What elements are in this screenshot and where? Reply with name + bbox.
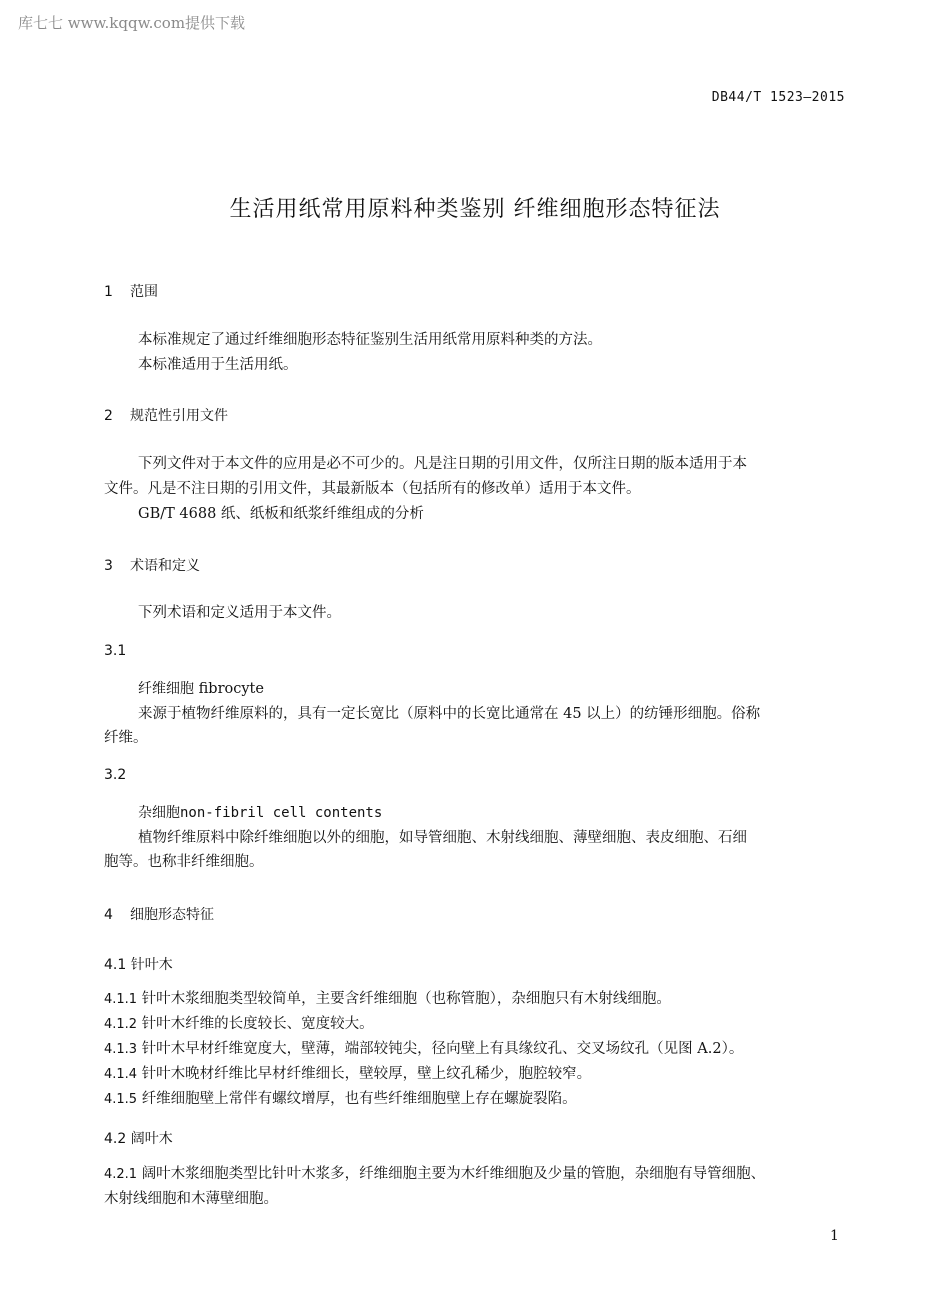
- term-3-2-definition-line-1: 植物纤维原料中除纤维细胞以外的细胞，如导管细胞、木射线细胞、薄壁细胞、表皮细胞、石细: [138, 830, 747, 846]
- section-3-heading: [104, 555, 200, 575]
- list-item: [104, 1087, 577, 1112]
- subsection-number: 4.1: [104, 957, 127, 973]
- watermark: 库七七 www.kqqw.com提供下载: [18, 14, 246, 32]
- sec1-paragraph-1: 本标准规定了通过纤维细胞形态特征鉴别生活用纸常用原料种类的方法。: [138, 332, 602, 348]
- item-number: 4.1.2: [104, 1017, 138, 1032]
- item-text: 针叶木浆细胞类型较简单，主要含纤维细胞（也称管胞），杂细胞只有木射线细胞。: [141, 991, 671, 1007]
- item-number: 4.2.1: [104, 1167, 138, 1182]
- section-4-heading: [104, 904, 214, 924]
- subsection-4-2-heading: [104, 1128, 173, 1148]
- item-text: 针叶木纤维的长度较长、宽度较大。: [141, 1016, 374, 1032]
- section-number: 1: [104, 284, 113, 300]
- normative-reference: GB/T 4688 纸、纸板和纸浆纤维组成的分析: [138, 506, 424, 522]
- list-item: [104, 1062, 591, 1087]
- list-item: [104, 1012, 374, 1037]
- subsection-title: 针叶木: [130, 957, 173, 973]
- section-2-heading: [104, 405, 228, 425]
- section-title: 术语和定义: [130, 558, 200, 574]
- subsection-title: 阔叶木: [130, 1131, 173, 1147]
- item-number: 4.1.5: [104, 1092, 138, 1107]
- section-number: 2: [104, 408, 113, 424]
- subsection-4-1-heading: [104, 954, 173, 974]
- term-chinese: 杂细胞: [138, 805, 180, 821]
- sec2-paragraph-line-1: 下列文件对于本文件的应用是必不可少的。凡是注日期的引用文件，仅所注日期的版本适用于本: [138, 456, 747, 472]
- term-3-1-number: 3.1: [104, 643, 127, 659]
- section-number: 3: [104, 558, 113, 574]
- term-3-2-definition-line-2: 胞等。也称非纤维细胞。: [104, 854, 264, 870]
- term-3-1-definition-line-1: 来源于植物纤维原料的，具有一定长宽比（原料中的长宽比通常在 45 以上）的纺锤形细胞。俗称: [138, 706, 761, 722]
- page-number: 1: [830, 1228, 839, 1244]
- term-english: non-fibril cell contents: [180, 805, 383, 821]
- item-number: 4.1.1: [104, 992, 138, 1007]
- section-title: 细胞形态特征: [130, 907, 214, 923]
- subsection-number: 4.2: [104, 1131, 127, 1147]
- item-number: 4.1.4: [104, 1067, 138, 1082]
- section-1-heading: [104, 281, 158, 301]
- item-text: 针叶木早材纤维宽度大，壁薄，端部较钝尖，径向壁上有具缘纹孔、交叉场纹孔（见图 A.2）。: [141, 1041, 744, 1057]
- standard-code: DB44/T 1523—2015: [711, 90, 845, 105]
- term-3-2-number: 3.2: [104, 767, 127, 783]
- item-text: 纤维细胞壁上常伴有螺纹增厚，也有些纤维细胞壁上存在螺旋裂陷。: [141, 1091, 577, 1107]
- section-number: 4: [104, 907, 113, 923]
- item-text: 针叶木晚材纤维比早材纤维细长，壁较厚，壁上纹孔稀少，胞腔较窄。: [141, 1066, 592, 1082]
- list-item: [104, 1037, 743, 1062]
- term-3-1: [138, 677, 264, 702]
- item-number: 4.1.3: [104, 1042, 138, 1057]
- term-english: fibrocyte: [198, 681, 264, 697]
- section-title: 规范性引用文件: [130, 408, 228, 424]
- sec1-paragraph-2: 本标准适用于生活用纸。: [138, 357, 298, 373]
- term-chinese: 纤维细胞: [138, 681, 194, 697]
- list-item: [104, 987, 671, 1012]
- term-3-2: [138, 801, 382, 826]
- list-item-continuation: 木射线细胞和木薄壁细胞。: [104, 1191, 278, 1207]
- sec3-paragraph-1: 下列术语和定义适用于本文件。: [138, 605, 341, 621]
- term-3-1-definition-line-2: 纤维。: [104, 730, 148, 746]
- document-title: 生活用纸常用原料种类鉴别 纤维细胞形态特征法: [229, 197, 721, 222]
- sec2-paragraph-line-2: 文件。凡是不注日期的引用文件，其最新版本（包括所有的修改单）适用于本文件。: [104, 481, 641, 497]
- list-item: [104, 1162, 765, 1187]
- section-title: 范围: [130, 284, 158, 300]
- item-text: 阔叶木浆细胞类型比针叶木浆多，纤维细胞主要为木纤维细胞及少量的管胞，杂细胞有导管细胞、: [141, 1166, 766, 1182]
